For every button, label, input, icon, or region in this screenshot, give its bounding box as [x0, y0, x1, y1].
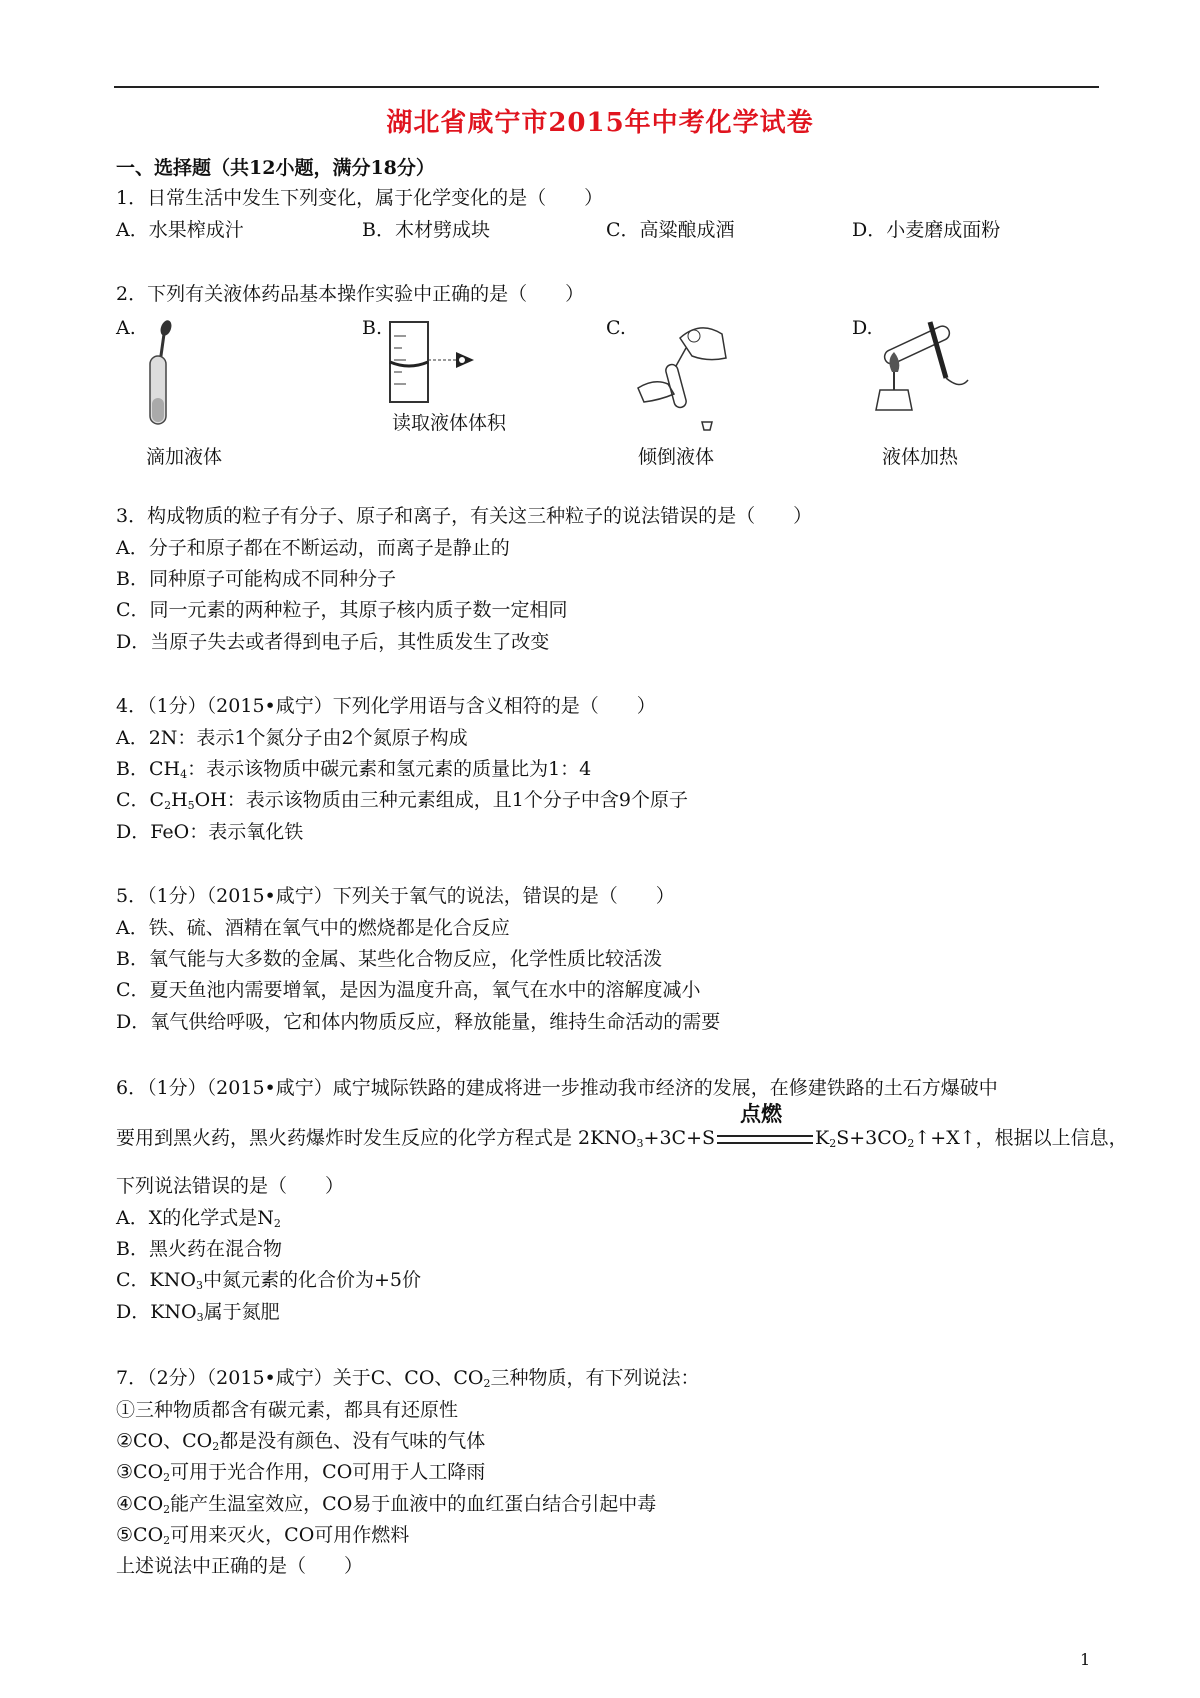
q6-option-a: A．X的化学式是$N_2$	[116, 1207, 281, 1230]
graduated-cylinder-figure	[382, 318, 482, 408]
q2-letter-d: D.	[852, 317, 873, 339]
q7-statement-4: $④CO_2$能产生温室效应，CO易于血液中的血红蛋白结合引起中毒	[116, 1493, 657, 1516]
q2-caption-b: 读取液体体积	[392, 412, 507, 434]
reaction-condition: 点燃	[740, 1102, 782, 1126]
pouring-liquid-figure	[630, 318, 740, 433]
q6-option-d: D．$KNO_3$属于氮肥	[116, 1301, 280, 1324]
q3-stem: 3．构成物质的粒子有分子、原子和离子，有关这三种粒子的说法错误的是（ ）	[116, 505, 813, 527]
header-rule	[114, 86, 1099, 88]
q3-option-c: C．同一元素的两种粒子，其原子核内质子数一定相同	[116, 599, 568, 621]
q7-statement-2: ②CO、$CO_2$都是没有颜色、没有气味的气体	[116, 1430, 486, 1453]
q4-option-d: D．FeO：表示氧化铁	[116, 821, 304, 843]
q1-stem: 1．日常生活中发生下列变化，属于化学变化的是（ ）	[116, 187, 604, 209]
q1-option-d: D．小麦磨成面粉	[852, 219, 1001, 241]
q5-option-d: D．氧气供给呼吸，它和体内物质反应，释放能量，维持生命活动的需要	[116, 1011, 721, 1033]
heating-liquid-figure	[872, 318, 982, 418]
q4-option-c: C．$C_2H_5OH$：表示该物质由三种元素组成，且1个分子中含9个原子	[116, 789, 688, 812]
q6-stem-line2: 要用到黑火药，黑火药爆炸时发生反应的化学方程式是 $2KNO_3+3C+S$ $K_2S+3CO_2↑+X↑$，根据以上信息，	[116, 1127, 1128, 1150]
q2-letter-c: C.	[606, 317, 626, 339]
q7-question: 上述说法中正确的是（ ）	[116, 1555, 364, 1577]
q6-stem-line3: 下列说法错误的是（ ）	[116, 1175, 345, 1197]
q7-statement-1: ①三种物质都含有碳元素，都具有还原性	[116, 1399, 459, 1421]
q5-stem: 5．（1分）（2015•咸宁）下列关于氧气的说法，错误的是（ ）	[116, 885, 675, 907]
reaction-equals-sign	[717, 1135, 813, 1144]
q1-option-b: B．木材劈成块	[362, 219, 490, 241]
q7-statement-5: $⑤CO_2$可用来灭火，CO可用作燃料	[116, 1524, 410, 1547]
q3-option-d: D．当原子失去或者得到电子后，其性质发生了改变	[116, 631, 550, 653]
q4-option-a: A．2N：表示1个氮分子由2个氮原子构成	[116, 727, 468, 749]
q4-option-b: B．$CH_4$：表示该物质中碳元素和氢元素的质量比为1：4	[116, 758, 592, 781]
q7-statement-3: $③CO_2$可用于光合作用，CO可用于人工降雨	[116, 1461, 486, 1484]
dropper-test-tube-figure	[142, 318, 182, 430]
q2-letter-b: B.	[362, 317, 383, 339]
q3-option-a: A．分子和原子都在不断运动，而离子是静止的	[116, 537, 510, 559]
q2-caption-d: 液体加热	[882, 446, 959, 468]
q7-stem: 7．（2分）（2015•咸宁）关于C、CO、$CO_2$三种物质，有下列说法：	[116, 1367, 700, 1390]
q1-option-a: A．水果榨成汁	[116, 219, 244, 241]
q1-option-c: C．高粱酿成酒	[606, 219, 735, 241]
q6-stem-line1: 6．（1分）（2015•咸宁）咸宁城际铁路的建成将进一步推动我市经济的发展，在修建铁路的土石方爆破中	[116, 1077, 998, 1099]
q5-option-c: C．夏天鱼池内需要增氧，是因为温度升高，氧气在水中的溶解度减小	[116, 979, 701, 1001]
q3-option-b: B．同种原子可能构成不同种分子	[116, 568, 396, 590]
q2-stem: 2．下列有关液体药品基本操作实验中正确的是（ ）	[116, 283, 585, 305]
q4-stem: 4．（1分）（2015•咸宁）下列化学用语与含义相符的是（ ）	[116, 695, 656, 717]
q2-letter-a: A.	[116, 317, 136, 339]
section-heading: 一、选择题（共12小题，满分18分）	[116, 157, 435, 179]
q2-caption-c: 倾倒液体	[638, 446, 715, 468]
q2-caption-a: 滴加液体	[146, 446, 223, 468]
q5-option-a: A．铁、硫、酒精在氧气中的燃烧都是化合反应	[116, 917, 510, 939]
q5-option-b: B．氧气能与大多数的金属、某些化合物反应，化学性质比较活泼	[116, 948, 662, 970]
q6-option-c: C．$KNO_3$中氮元素的化合价为+5价	[116, 1269, 421, 1292]
page-number: 1	[1080, 1650, 1091, 1669]
exam-title: 湖北省咸宁市2015年中考化学试卷	[386, 108, 814, 138]
q6-option-b: B．黑火药在混合物	[116, 1238, 282, 1260]
